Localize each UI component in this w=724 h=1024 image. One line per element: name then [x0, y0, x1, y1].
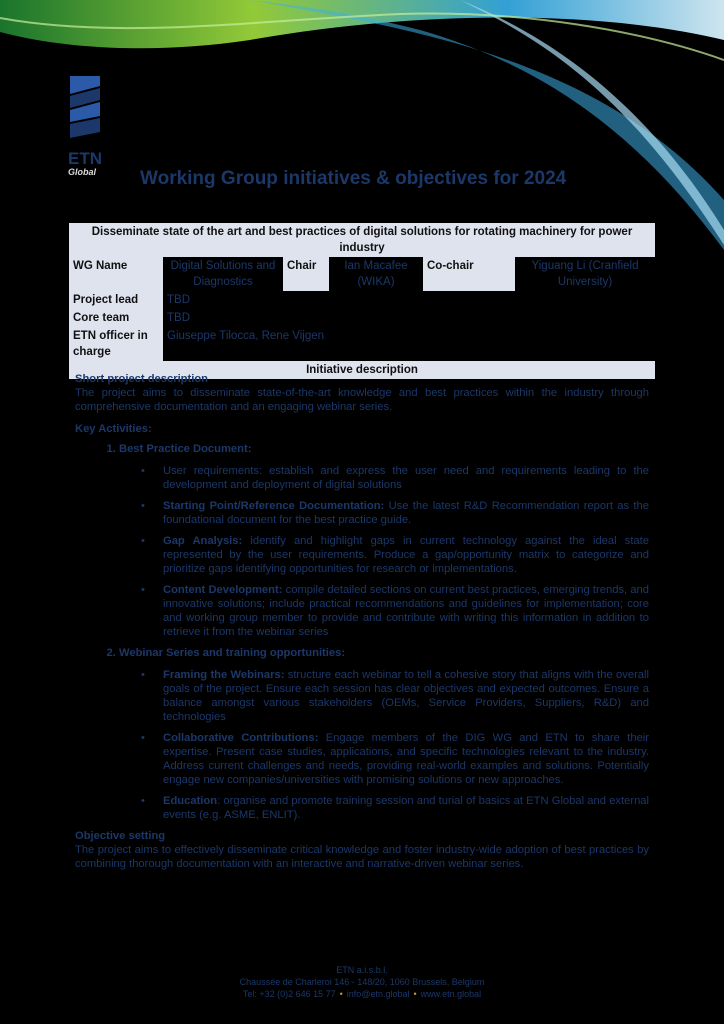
- page-title: Working Group initiatives & objectives for 2024: [140, 168, 567, 189]
- logo-sub: Global: [68, 167, 97, 177]
- page-footer: [0, 964, 724, 1000]
- item-text: compile detailed sections on current best practices, emerging trends, and innovative solutions; include practical recommendations and guidelines for implementation; core and working group member to provide and contribute with writing this information in addition to retrieve it from the webinar series: [163, 584, 649, 638]
- item-text: Use the latest R&D Recommendation report as the foundational document for the best practice guide.: [163, 500, 649, 526]
- footer-email[interactable]: info@etn.global: [346, 989, 410, 999]
- officer-value: Giuseppe Tilocca, Rene Vijgen: [167, 330, 325, 342]
- initiative-heading: Initiative description: [69, 361, 655, 379]
- logo-name: ETN: [68, 149, 102, 168]
- item-lead: Framing the Webinars:: [163, 669, 285, 681]
- objective-text: The project aims to effectively disseminate critical knowledge and foster industry-wide adoption of best practices by combining thorough documentation with an interactive and narrative-driven webinar series.: [75, 844, 649, 870]
- chair-value: Ian Macafee (WIKA): [344, 260, 408, 288]
- item-text: Engage members of the DIG WG and ETN to share their expertise. Present case studies, applications, and specific technologies relevant to the industry. Address current challenges and needs, providing real-world examples and solutions. Potentially engage new companies/universities with promising solutions or new approaches.: [163, 732, 650, 786]
- list-item: [163, 464, 649, 492]
- activity-sublist: [119, 668, 649, 822]
- item-text: : organise and promote training session and turial of basics at ETN Global and external events (e.g. ASME, ENLIT).: [163, 795, 649, 821]
- item-lead: Collaborative Contributions:: [163, 732, 319, 744]
- item-lead: Content Development:: [163, 584, 283, 596]
- list-item: [163, 583, 649, 639]
- separator-dot-icon: •: [339, 989, 343, 999]
- footer-contacts: [0, 988, 724, 1000]
- project-info-table: [69, 223, 655, 379]
- core-team-value: TBD: [167, 312, 190, 324]
- activities-list: [75, 442, 649, 822]
- item-lead: Education: [163, 795, 218, 807]
- cochair-label: Co-chair: [423, 257, 515, 291]
- footer-phone: Tel: +32 (0)2 646 15 77: [242, 989, 336, 999]
- core-team-label: Core team: [69, 309, 163, 327]
- project-lead-value: TBD: [167, 294, 190, 306]
- document-body: [75, 372, 649, 871]
- list-item: [163, 794, 649, 822]
- cochair-value: Yiguang Li (Cranfield University): [531, 260, 639, 288]
- activity-title: Best Practice Document:: [119, 443, 252, 455]
- chair-label: Chair: [283, 257, 329, 291]
- etn-logo-text: [68, 150, 102, 178]
- wg-name-value: Digital Solutions and Diagnostics: [170, 260, 276, 288]
- item-text: identify and highlight gaps in current technology against the ideal state represented by the user requirements. Produce a gap/opportunity matrix to categorize and prioritize gaps identifying opportunities for research or implementations.: [163, 535, 649, 575]
- project-lead-label: Project lead: [69, 291, 163, 309]
- footer-address: Chaussée de Charleroi 146 - 148/20, 1060 Brussels, Belgium: [239, 977, 485, 987]
- objective-heading: Objective setting: [75, 830, 166, 842]
- activity-sublist: [119, 464, 649, 639]
- wg-name-label: WG Name: [69, 257, 163, 291]
- list-item: [163, 534, 649, 576]
- table-heading: Disseminate state of the art and best practices of digital solutions for rotating machinery for power industry: [69, 223, 655, 257]
- short-description-heading: Short project description: [75, 373, 209, 385]
- decorative-wave: [0, 0, 724, 260]
- list-item: [163, 499, 649, 527]
- activity-item: [119, 646, 649, 822]
- item-lead: Gap Analysis:: [163, 535, 243, 547]
- footer-website[interactable]: www.etn.global: [420, 989, 482, 999]
- separator-dot-icon: •: [413, 989, 417, 999]
- short-description-text: The project aims to disseminate state-of-the-art knowledge and best practices within the industry through comprehensive documentation and an engaging webinar series.: [75, 387, 649, 413]
- activity-title: Webinar Series and training opportunities:: [119, 647, 346, 659]
- footer-org: ETN a.i.s.b.l.: [336, 965, 388, 975]
- key-activities-heading: Key Activities:: [75, 423, 152, 435]
- activity-item: [119, 442, 649, 639]
- item-lead: Starting Point/Reference Documentation:: [163, 500, 385, 512]
- list-item: [163, 731, 649, 787]
- list-item: [163, 668, 649, 724]
- item-text: User requirements: establish and express the user need and requirements leading to the development and deployment of digital solutions: [163, 465, 649, 491]
- item-text: structure each webinar to tell a cohesive story that aligns with the overall goals of the project. Ensure each session has clear objectives and expected outcomes. Ensure a balance amongst various stakeholders (OEMs, Service Providers, Suppliers, R&D) and technologies: [163, 669, 649, 723]
- etn-logo-icon: [66, 74, 108, 144]
- officer-label: ETN officer in charge: [69, 327, 163, 361]
